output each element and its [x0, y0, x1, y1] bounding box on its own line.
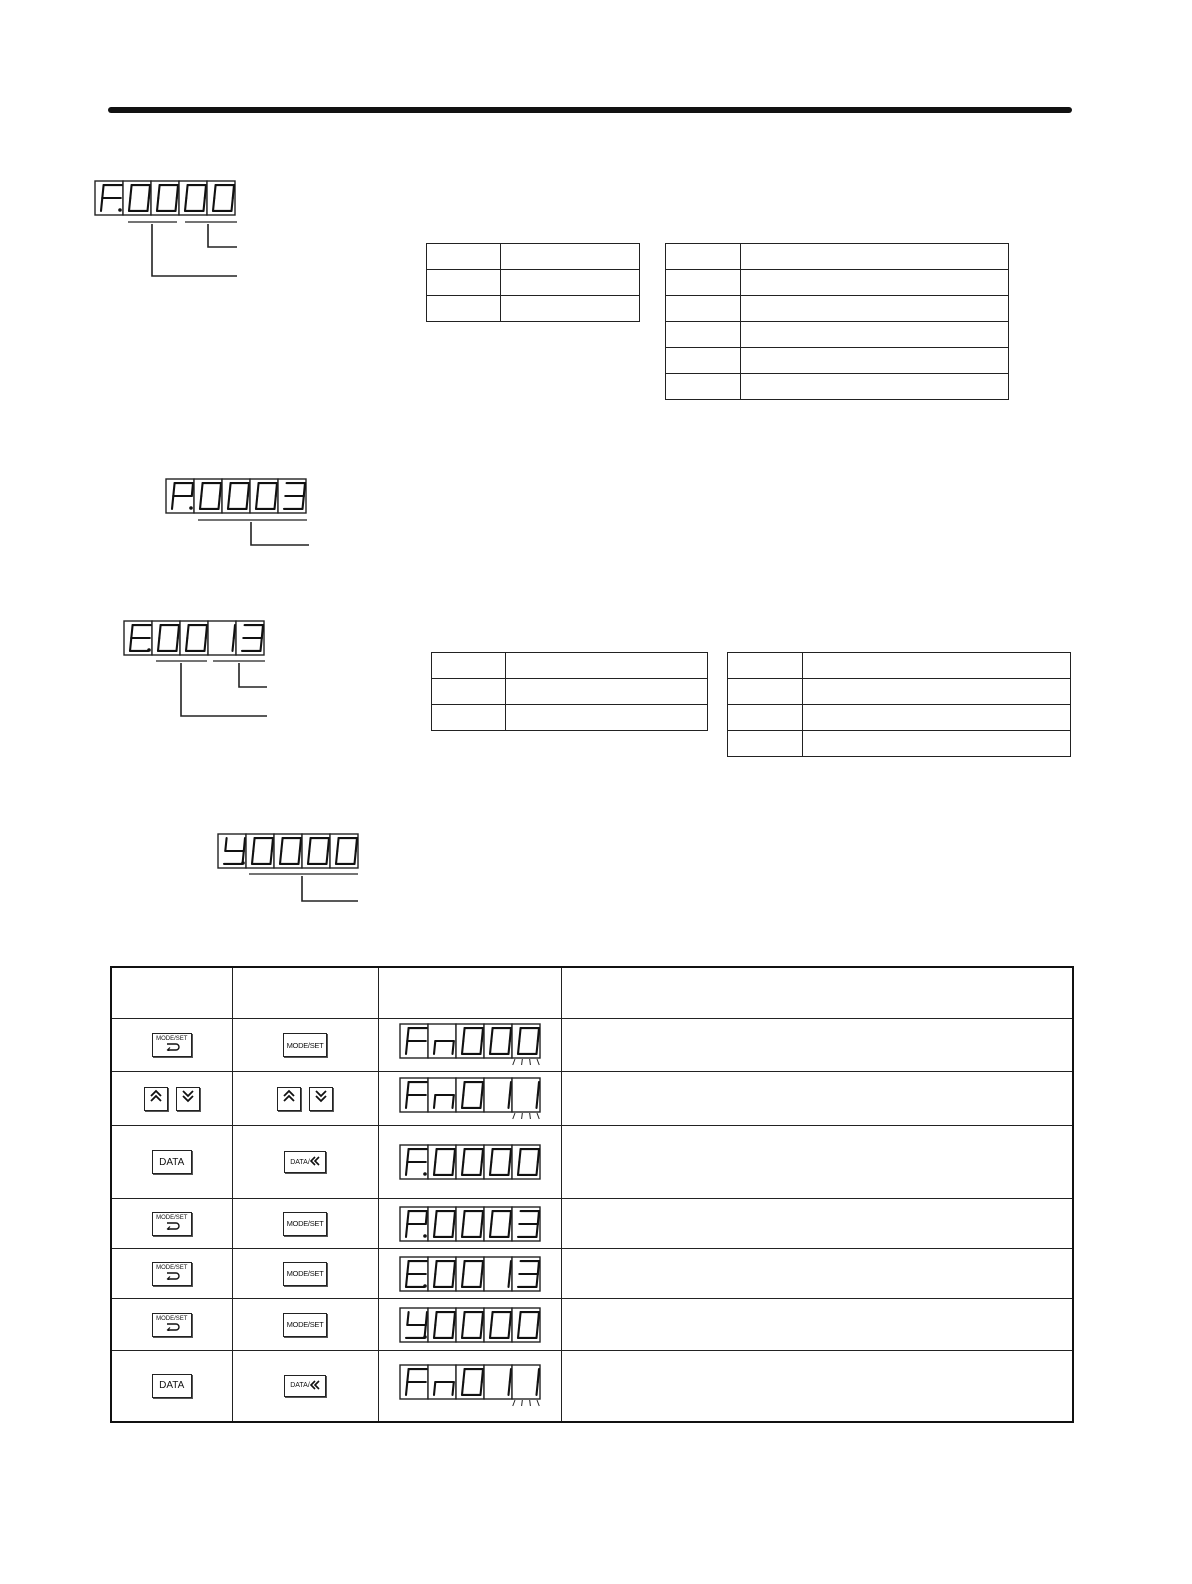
description-cell	[561, 1351, 1073, 1422]
table-header-row	[111, 967, 1073, 1019]
operator-key-cell	[111, 1249, 232, 1299]
description-cell	[561, 1299, 1073, 1351]
display-cell	[378, 1249, 561, 1299]
step-display	[399, 1256, 561, 1292]
table-row	[728, 731, 1071, 757]
description-cell	[561, 1072, 1073, 1126]
description-cell	[561, 1019, 1073, 1072]
table-row	[728, 679, 1071, 705]
operator-key-cell	[111, 1199, 232, 1249]
data-key-button[interactable]: DATA	[152, 1374, 192, 1398]
return-arrow-icon	[164, 1043, 180, 1054]
fault-code-leader-lines	[125, 214, 245, 284]
alt-key-cell	[232, 1249, 378, 1299]
table-row	[111, 1299, 1073, 1351]
up-key-button[interactable]	[277, 1087, 301, 1111]
parameter-display	[165, 478, 307, 514]
alt-key-cell	[232, 1199, 378, 1249]
step-display	[399, 1023, 561, 1067]
alt-key-cell	[232, 1072, 378, 1126]
table-row	[666, 348, 1009, 374]
step-display	[399, 1307, 561, 1343]
fault-code-display	[94, 180, 236, 216]
header-cell	[378, 967, 561, 1019]
table-row	[666, 322, 1009, 348]
display-cell	[378, 1019, 561, 1072]
mode-set-key-button[interactable]: MODE/SET	[283, 1033, 327, 1057]
display-cell	[378, 1299, 561, 1351]
left-double-chevron-icon	[310, 1156, 320, 1168]
alt-key-cell	[232, 1351, 378, 1422]
alt-key-cell	[232, 1019, 378, 1072]
down-key-button[interactable]	[309, 1087, 333, 1111]
alt-key-cell	[232, 1126, 378, 1199]
table-row	[666, 296, 1009, 322]
mode-set-key-button[interactable]: MODE/SET	[152, 1033, 192, 1057]
down-double-chevron-icon	[181, 1089, 195, 1108]
table-row	[432, 653, 708, 679]
error-code-table-a	[431, 652, 708, 731]
mode-set-key-button[interactable]: MODE/SET	[283, 1262, 327, 1286]
table-row	[666, 374, 1009, 400]
description-cell	[561, 1249, 1073, 1299]
step-display	[399, 1206, 561, 1242]
table-row	[666, 270, 1009, 296]
data-shift-key-button[interactable]: DATA/	[284, 1375, 326, 1397]
fault-code-table-b	[665, 243, 1009, 400]
alt-key-cell	[232, 1299, 378, 1351]
data-key-button[interactable]: DATA	[152, 1150, 192, 1174]
up-double-chevron-icon	[149, 1089, 163, 1108]
table-row	[427, 296, 640, 322]
table-row	[666, 244, 1009, 270]
return-arrow-icon	[164, 1222, 180, 1233]
operator-key-cell	[111, 1019, 232, 1072]
operator-key-cell	[111, 1126, 232, 1199]
return-arrow-icon	[164, 1323, 180, 1334]
table-row	[111, 1199, 1073, 1249]
return-arrow-icon	[164, 1272, 180, 1283]
y-display	[217, 833, 359, 869]
mode-set-key-button[interactable]: MODE/SET	[283, 1212, 327, 1236]
up-key-button[interactable]	[144, 1087, 168, 1111]
left-double-chevron-icon	[310, 1380, 320, 1392]
mode-set-key-button[interactable]: MODE/SET	[152, 1212, 192, 1236]
error-code-table-b	[727, 652, 1071, 757]
header-cell	[111, 967, 232, 1019]
description-cell	[561, 1199, 1073, 1249]
operation-steps-table	[110, 966, 1074, 1423]
data-shift-key-button[interactable]: DATA/	[284, 1151, 326, 1173]
operator-key-cell	[111, 1299, 232, 1351]
description-cell	[561, 1126, 1073, 1199]
error-display	[123, 620, 265, 656]
display-cell	[378, 1072, 561, 1126]
header-cell	[232, 967, 378, 1019]
step-display	[399, 1077, 561, 1121]
table-row	[427, 244, 640, 270]
down-key-button[interactable]	[176, 1087, 200, 1111]
header-cell	[561, 967, 1073, 1019]
mode-set-key-button[interactable]: MODE/SET	[152, 1313, 192, 1337]
table-row	[111, 1072, 1073, 1126]
up-double-chevron-icon	[282, 1089, 296, 1108]
fault-code-table-a	[426, 243, 640, 322]
step-display	[399, 1364, 561, 1408]
table-row	[111, 1351, 1073, 1422]
parameter-leader-line	[195, 512, 315, 552]
table-row	[427, 270, 640, 296]
operator-key-cell	[111, 1072, 232, 1126]
table-row	[111, 1019, 1073, 1072]
step-display	[399, 1144, 561, 1180]
table-row	[432, 705, 708, 731]
y-leader-line	[246, 867, 366, 907]
display-cell	[378, 1126, 561, 1199]
display-cell	[378, 1199, 561, 1249]
display-cell	[378, 1351, 561, 1422]
mode-set-key-button[interactable]: MODE/SET	[152, 1262, 192, 1286]
down-double-chevron-icon	[314, 1089, 328, 1108]
table-row	[432, 679, 708, 705]
operator-key-cell	[111, 1351, 232, 1422]
mode-set-key-button[interactable]: MODE/SET	[283, 1313, 327, 1337]
table-row	[111, 1126, 1073, 1199]
table-row	[728, 705, 1071, 731]
error-leader-lines	[153, 654, 273, 724]
table-row	[728, 653, 1071, 679]
table-row	[111, 1249, 1073, 1299]
header-rule	[108, 107, 1072, 113]
